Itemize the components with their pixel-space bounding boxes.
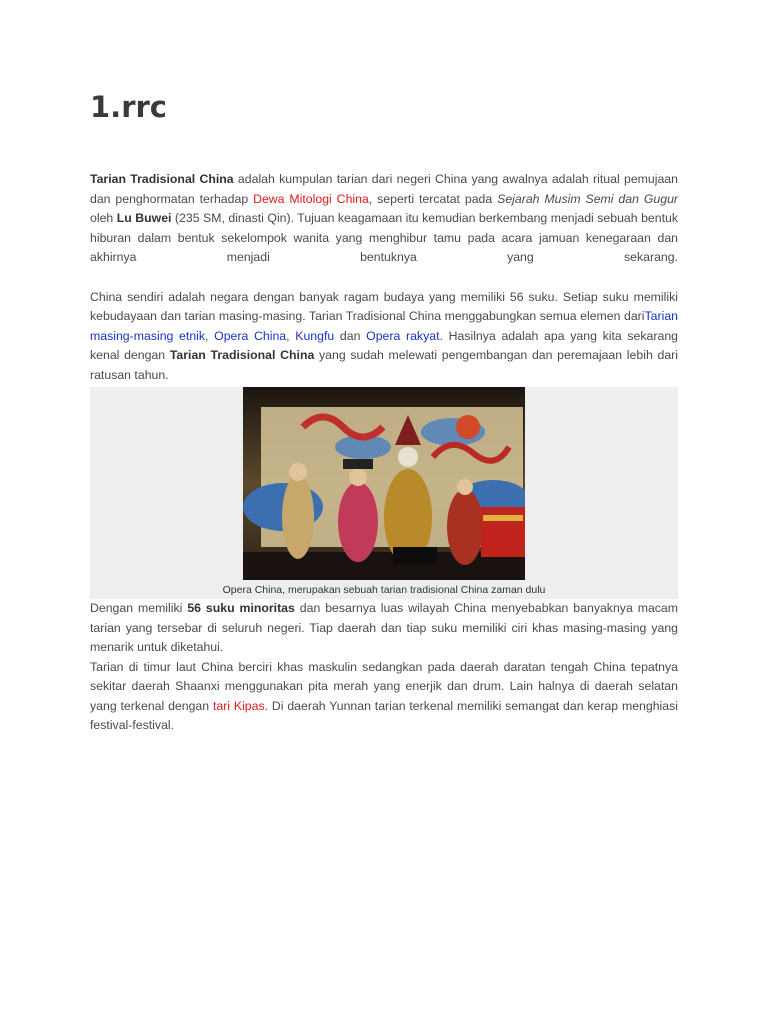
link-dewa-mitologi-china[interactable]: Dewa Mitologi China — [253, 191, 369, 206]
paragraph-2: China sendiri adalah negara dengan banyak ragam budaya yang memiliki 56 suku. Setiap suku memiliki kebudayaan dan tarian masing-masing. Tarian Tradisional China menggabungkan semua elemen dariTarian masing-masing etnik, Opera China, Kungfu dan Opera rakyat. Hasilnya adalah apa yang kita sekarang kenal dengan Tarian Tradisional China yang sudah melewati pengembangan dan peremajaan lebih dari ratusan tahun. — [90, 289, 678, 382]
paragraph-4: Tarian di timur laut China berciri khas maskulin sedangkan pada daerah daratan tengah China tepatnya sekitar daerah Shaanxi menggunakan pita merah yang enerjik dan drum. Lain halnya di daerah selatan yang terkenal dengan tari Kipas. Di daerah Yunnan tarian terkenal memiliki semangat dan kerap menghiasi festival-festival. — [90, 659, 679, 732]
link-kungfu[interactable]: Kungfu — [295, 328, 335, 343]
paragraph-1: Tarian Tradisional China adalah kumpulan tarian dari negeri China yang awalnya adalah ritual pemujaan dan penghormatan terhadap Dewa Mitologi China, seperti tercatat pada Sejarah Musim Semi dan Gugur oleh Lu Buwei (235 SM, dinasti Qin). Tujuan keagamaan itu kemudian berkembang menjadi sebuah bentuk hiburan dalam bentuk sekelompok wanita yang menghibur tamu pada acara jamuan kenegaraan dan akhirnya menjadi bentuknya yang sekarang. — [90, 172, 679, 264]
article-body — [90, 170, 678, 736]
link-tari-kipas[interactable]: tari Kipas — [212, 698, 265, 713]
link-tarian-masing-masing-etnik[interactable]: Tarian masing-masing etnik — [90, 309, 678, 343]
bold-author: Lu Buwei — [116, 211, 172, 225]
opera-stage-illustration — [243, 387, 525, 580]
figure — [90, 387, 678, 599]
link-opera-china[interactable]: Opera China — [214, 328, 287, 343]
page-title: 1.rrc — [90, 90, 167, 124]
paragraph-3: Dengan memiliki 56 suku minoritas dan besarnya luas wilayah China menyebabkan banyaknya macam tarian yang tersebar di seluruh negeri. Tiap daerah dan tiap suku memiliki ciri khas masing-masing yang menarik untuk diketahui. — [90, 601, 679, 654]
paragraph-gap — [90, 268, 678, 288]
figure-caption: Opera China, merupakan sebuah tarian tradisional China zaman dulu — [222, 584, 546, 596]
link-opera-rakyat[interactable]: Opera rakyat — [366, 328, 440, 343]
opera-photo — [243, 387, 525, 580]
bold-term: Tarian Tradisional China — [169, 348, 315, 362]
italic-title: Sejarah Musim Semi dan Gugur — [497, 191, 679, 206]
bold-term: 56 suku minoritas — [187, 601, 295, 615]
bold-term: Tarian Tradisional China — [90, 172, 234, 186]
